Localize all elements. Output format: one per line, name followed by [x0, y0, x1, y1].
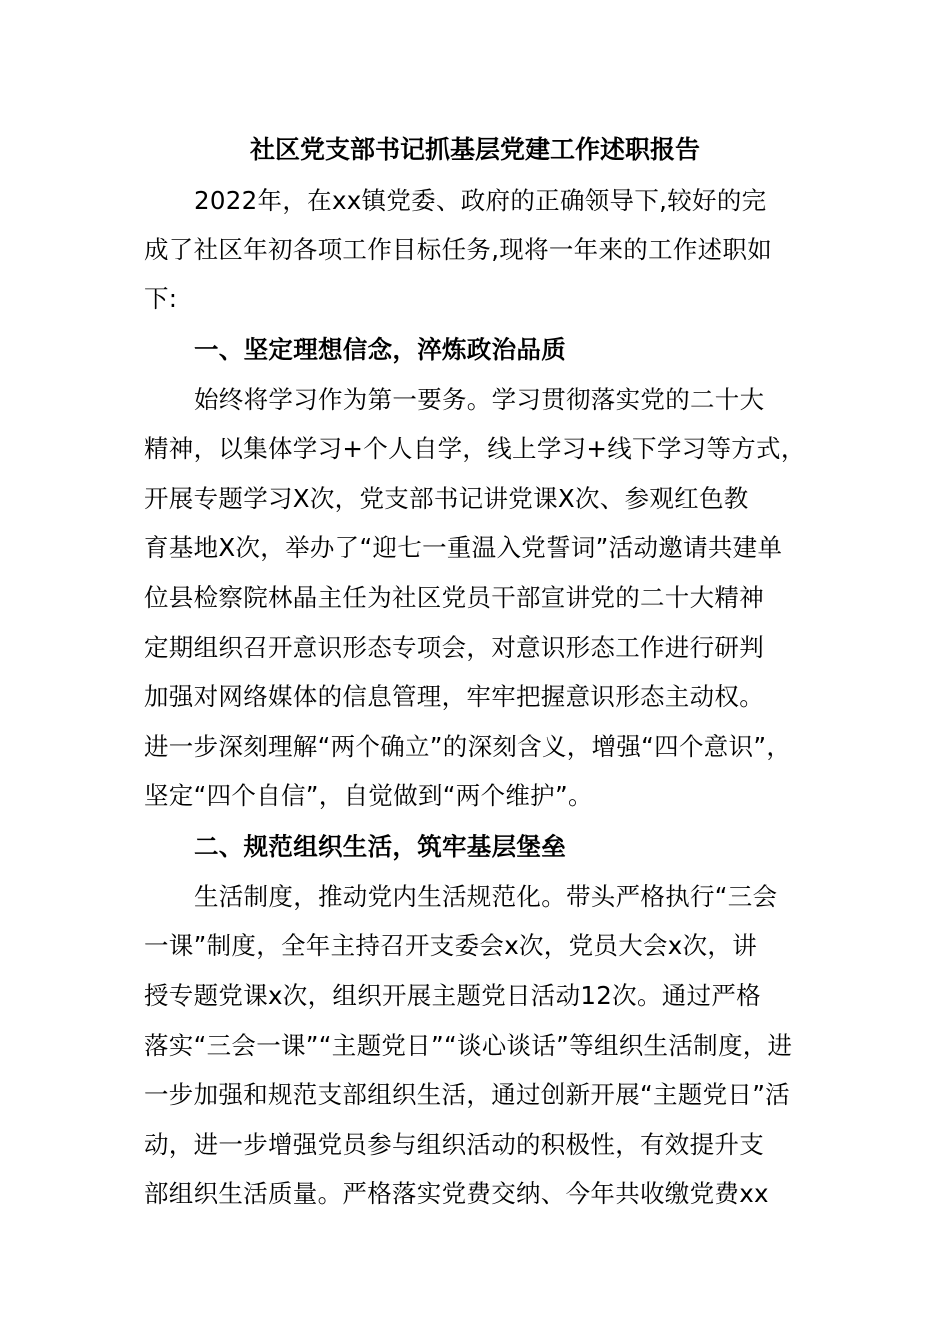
section-heading-2: 二、规范组织生活，筑牢基层堡垒 [194, 832, 566, 861]
paragraph-line: 育基地X次，举办了“迎七一重温入党誓词”活动邀请共建单 [144, 533, 783, 562]
paragraph-line: 坚定“四个自信”，自觉做到“两个维护”。 [144, 781, 593, 810]
section-heading-1: 一、坚定理想信念，淬炼政治品质 [194, 335, 566, 364]
paragraph-line: 2022年，在xx镇党委、政府的正确领导下,较好的完 [194, 186, 767, 215]
paragraph-line: 一步加强和规范支部组织生活，通过创新开展“主题党日”活 [144, 1080, 790, 1109]
paragraph-line: 加强对网络媒体的信息管理，牢牢把握意识形态主动权。 [144, 682, 764, 711]
paragraph-line: 落实“三会一课”“主题党日”“谈心谈话”等组织生活制度，进 [144, 1031, 793, 1060]
paragraph-line: 成了社区年初各项工作目标任务,现将一年来的工作述职如 [144, 235, 773, 264]
paragraph-line: 位县检察院林晶主任为社区党员干部宣讲党的二十大精神 [144, 583, 764, 612]
paragraph-line: 始终将学习作为第一要务。学习贯彻落实党的二十大 [194, 385, 765, 414]
paragraph-line: 授专题党课x次，组织开展主题党日活动12次。通过严格 [144, 981, 761, 1010]
paragraph-line: 生活制度，推动党内生活规范化。带头严格执行“三会 [194, 882, 778, 911]
paragraph-line: 下: [144, 284, 178, 313]
paragraph-line: 部组织生活质量。严格落实党费交纳、今年共收缴党费xx [144, 1179, 769, 1208]
paragraph-line: 进一步深刻理解“两个确立”的深刻含义，增强“四个意识”， [144, 732, 792, 761]
paragraph-line: 动，进一步增强党员参与组织活动的积极性，有效提升支 [144, 1130, 764, 1159]
paragraph-line: 一课”制度，全年主持召开支委会x次，党员大会x次，讲 [144, 931, 757, 960]
document-title: 社区党支部书记抓基层党建工作述职报告 [249, 135, 700, 164]
paragraph-line: 精神，以集体学习+个人自学，线上学习+线下学习等方式， [144, 434, 806, 463]
paragraph-line: 定期组织召开意识形态专项会，对意识形态工作进行研判 [144, 633, 764, 662]
paragraph-line: 开展专题学习X次，党支部书记讲党课X次、参观红色教 [144, 484, 749, 513]
